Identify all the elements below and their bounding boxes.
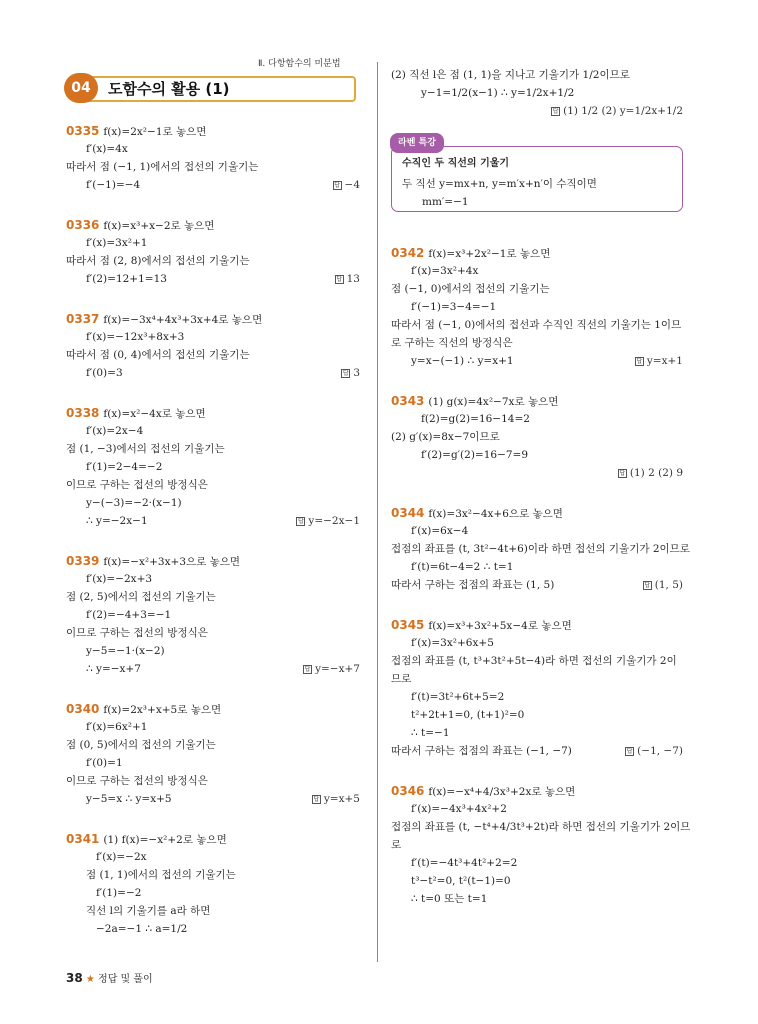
solution-text: f(x)=x³+x−2로 놓으면 <box>103 220 215 232</box>
solution-text: 점 (1, −3)에서의 접선의 기울기는 <box>66 443 225 455</box>
problem-0344 <box>391 504 690 594</box>
solution-line <box>391 872 683 890</box>
solution-line <box>391 504 683 522</box>
solution-line <box>66 790 360 808</box>
solution-line <box>66 754 360 772</box>
solution-text: f′(x)=6x−4 <box>411 525 469 537</box>
solution-line <box>66 346 360 364</box>
solution-line <box>66 902 360 920</box>
solution-text: 접점의 좌표를 (t, −t⁴+4/3t³+2t)라 하면 접선의 기울기가 2이므 <box>391 821 691 833</box>
answer-text: (1, 5) <box>654 579 683 591</box>
special-lecture-box <box>391 138 683 212</box>
page-number: 38 <box>66 971 83 985</box>
solution-text: 이므로 구하는 접선의 방정식은 <box>66 479 208 491</box>
answer <box>296 512 360 530</box>
solution-text: 따라서 점 (2, 8)에서의 접선의 기울기는 <box>66 255 250 267</box>
answer-icon: 답 <box>644 581 651 589</box>
solution-text: f′(0)=3 <box>86 367 123 379</box>
solution-line <box>66 718 360 736</box>
answer <box>312 790 360 808</box>
solution-text: f′(2)=−4+3=−1 <box>86 609 172 621</box>
solution-text: f(x)=2x³+x+5로 놓으면 <box>103 704 222 716</box>
answer-icon: 답 <box>304 665 311 673</box>
solution-line <box>391 706 683 724</box>
solution-line <box>391 522 683 540</box>
solution-text: f(x)=x²−4x로 놓으면 <box>103 408 206 420</box>
answer-icon: 답 <box>636 357 643 365</box>
solution-text: f′(x)=−4x³+4x²+2 <box>411 803 507 815</box>
right-problems <box>391 244 691 908</box>
answer-text: 13 <box>346 273 360 285</box>
solution-line <box>66 494 360 512</box>
solution-text: f′(−1)=3−4=−1 <box>411 301 497 313</box>
solution-text: 직선 l의 기울기를 a라 하면 <box>86 905 211 917</box>
solution-line <box>391 428 683 446</box>
solution-line <box>66 830 360 848</box>
solution-text: f′(x)=4x <box>86 143 128 155</box>
solution-text: 이므로 구하는 접선의 방정식은 <box>66 627 208 639</box>
solution-text: f(x)=2x²−1로 놓으면 <box>103 126 207 138</box>
answer-text: −4 <box>344 179 360 191</box>
problem-number: 0335 <box>66 124 100 138</box>
solution-text: ∴ y=−2x−1 <box>86 515 148 527</box>
solution-text: 따라서 구하는 접점의 좌표는 (1, 5) <box>391 579 555 591</box>
problem-0343 <box>391 392 683 482</box>
answer-icon: 답 <box>336 275 343 283</box>
solution-text: 점 (0, 5)에서의 접선의 기울기는 <box>66 739 216 751</box>
section-banner <box>64 72 356 104</box>
solution-text: f′(x)=6x²+1 <box>86 721 148 733</box>
section-title: 도함수의 활용 (1) <box>108 80 230 98</box>
solution-text: (1) f(x)=−x²+2로 놓으면 <box>103 834 227 846</box>
answer-text: (1) 2 (2) 9 <box>629 467 683 479</box>
answer <box>303 660 360 678</box>
answer-text: y=−x+7 <box>315 663 360 675</box>
answer-text: 3 <box>353 367 360 379</box>
answer <box>625 742 683 760</box>
solution-line <box>391 316 683 334</box>
answer-text: y=−2x−1 <box>308 515 360 527</box>
special-lecture-text: 두 직선 y=mx+n, y=m′x+n′이 수직이면 <box>402 178 597 190</box>
solution-line <box>66 158 360 176</box>
solution-line <box>66 216 360 234</box>
solution-text: f(x)=−3x⁴+4x³+3x+4로 놓으면 <box>103 314 263 326</box>
solution-text: f(x)=x³+3x²+5x−4로 놓으면 <box>428 620 572 632</box>
solution-line <box>391 634 683 652</box>
problem-number: 0344 <box>391 506 425 520</box>
solution-line <box>66 552 360 570</box>
solution-text: 따라서 점 (−1, 0)에서의 접선과 수직인 직선의 기울기는 1이므 <box>391 319 682 331</box>
solution-text: f′(t)=−4t³+4t²+2=2 <box>411 857 518 869</box>
solution-text: f(x)=x³+2x²−1로 놓으면 <box>428 248 551 260</box>
solution-line <box>66 234 360 252</box>
answer <box>335 270 360 288</box>
answer <box>643 576 683 594</box>
solution-text: f′(2)=g′(2)=16−7=9 <box>421 449 529 461</box>
solution-line <box>66 176 360 194</box>
solution-text: y−5=−1·(x−2) <box>86 645 165 657</box>
problem-number: 0340 <box>66 702 100 716</box>
solution-line <box>391 818 691 836</box>
solution-line <box>391 334 683 352</box>
solution-text: t³−t²=0, t²(t−1)=0 <box>411 875 511 887</box>
problem-0336 <box>66 216 360 288</box>
solution-text: f′(t)=6t−4=2 ∴ t=1 <box>411 561 514 573</box>
solution-line <box>66 364 360 382</box>
solution-text: y−5=x ∴ y=x+5 <box>86 793 172 805</box>
solution-text: 따라서 구하는 접점의 좌표는 (−1, −7) <box>391 745 572 757</box>
solution-text: f(2)=g(2)=16−14=2 <box>421 413 530 425</box>
solution-line <box>66 328 360 346</box>
solution-line <box>66 476 360 494</box>
solution-line <box>66 848 360 866</box>
problem-number: 0341 <box>66 832 100 846</box>
solution-text: f′(0)=1 <box>86 757 123 769</box>
solution-line <box>66 736 360 754</box>
solution-line <box>66 570 360 588</box>
solution-line <box>66 660 360 678</box>
special-lecture-formula: mm′=−1 <box>422 196 469 208</box>
problem-0346 <box>391 782 691 908</box>
answer-text: y=x+1 <box>646 355 683 367</box>
solution-line <box>391 576 683 594</box>
solution-line <box>391 262 683 280</box>
answer-text: (1) 1/2 (2) y=1/2x+1/2 <box>563 105 683 117</box>
solution-text: ∴ t=−1 <box>411 727 450 739</box>
solution-text: f′(2)=12+1=13 <box>86 273 167 285</box>
solution-line <box>391 352 683 370</box>
solution-text: 접점의 좌표를 (t, t³+3t²+5t−4)라 하면 접선의 기울기가 2이 <box>391 655 677 667</box>
problem-0337 <box>66 310 360 382</box>
solution-text: ∴ y=−x+7 <box>86 663 141 675</box>
star-icon: ★ <box>85 974 95 985</box>
solution-text: (2) 직선 l은 점 (1, 1)을 지나고 기울기가 1/2이므로 <box>391 69 630 81</box>
solution-line <box>66 310 360 328</box>
solution-line <box>66 458 360 476</box>
solution-line <box>391 102 683 120</box>
problem-0335 <box>66 122 360 194</box>
solution-line <box>391 280 683 298</box>
solution-line <box>391 782 683 800</box>
solution-text: f′(x)=3x²+6x+5 <box>411 637 494 649</box>
solution-text: (1) g(x)=4x²−7x로 놓으면 <box>428 396 559 408</box>
solution-line <box>391 244 683 262</box>
solution-line <box>391 742 683 760</box>
solution-line <box>391 66 683 84</box>
problem-number: 0345 <box>391 618 425 632</box>
solution-line <box>391 558 683 576</box>
solution-line <box>66 404 360 422</box>
solution-text: f′(1)=2−4=−2 <box>86 461 163 473</box>
solution-text: 점 (1, 1)에서의 접선의 기울기는 <box>86 869 236 881</box>
solution-text: f′(−1)=−4 <box>86 179 141 191</box>
solution-text: f′(x)=3x²+4x <box>411 265 479 277</box>
problem-number: 0338 <box>66 406 100 420</box>
chapter-header: Ⅱ. 다항함수의 미분법 <box>258 59 341 69</box>
solution-text: f′(1)=−2 <box>96 887 142 899</box>
section-number: 04 <box>64 73 98 103</box>
solution-line <box>66 884 360 902</box>
solution-text: f′(x)=−2x <box>96 851 147 863</box>
solution-line <box>66 512 360 530</box>
solution-text: 따라서 점 (−1, 1)에서의 접선의 기울기는 <box>66 161 259 173</box>
solution-text: f′(x)=−2x+3 <box>86 573 153 585</box>
problem-0345 <box>391 616 683 760</box>
solution-text: 로 구하는 직선의 방정식은 <box>391 337 513 349</box>
solution-line <box>66 422 360 440</box>
answer-icon: 답 <box>342 369 349 377</box>
solution-line <box>66 700 360 718</box>
problem-number: 0343 <box>391 394 425 408</box>
solution-line <box>66 122 360 140</box>
problem-number: 0342 <box>391 246 425 260</box>
solution-line <box>391 688 683 706</box>
solution-text: 접점의 좌표를 (t, 3t²−4t+6)이라 하면 접선의 기울기가 2이므로 <box>391 543 690 555</box>
page-footer <box>66 970 153 985</box>
solution-line <box>391 670 683 688</box>
answer <box>341 364 360 382</box>
solution-line <box>66 606 360 624</box>
problem-0341 <box>66 830 360 938</box>
answer-icon: 답 <box>626 747 633 755</box>
solution-text: t²+2t+1=0, (t+1)²=0 <box>411 709 525 721</box>
answer-icon: 답 <box>313 795 320 803</box>
solution-line <box>391 800 683 818</box>
solution-line <box>66 140 360 158</box>
solution-text: (2) g′(x)=8x−7이므로 <box>391 431 500 443</box>
answer <box>635 352 683 370</box>
problem-0338 <box>66 404 360 530</box>
solution-text: f′(x)=3x²+1 <box>86 237 148 249</box>
solution-text: f(x)=−x⁴+4/3x³+2x로 놓으면 <box>428 786 576 798</box>
solution-text: 로 <box>391 839 402 851</box>
problem-0341-continued <box>391 66 683 120</box>
answer <box>333 176 360 194</box>
solution-line <box>391 890 683 908</box>
problem-number: 0339 <box>66 554 100 568</box>
problem-number: 0337 <box>66 312 100 326</box>
solution-line <box>391 724 683 742</box>
problem-number: 0336 <box>66 218 100 232</box>
solution-line <box>66 642 360 660</box>
problem-0340 <box>66 700 360 808</box>
solution-text: ∴ t=0 또는 t=1 <box>411 893 488 905</box>
solution-text: y−(−3)=−2·(x−1) <box>86 497 182 509</box>
solution-text: 므로 <box>391 673 412 685</box>
solution-line <box>66 440 360 458</box>
answer <box>618 464 683 482</box>
problem-0342 <box>391 244 683 370</box>
solution-text: f(x)=3x²−4x+6으로 놓으면 <box>428 508 563 520</box>
solution-text: f′(x)=−12x³+8x+3 <box>86 331 185 343</box>
problem-0339 <box>66 552 360 678</box>
answer-text: y=x+5 <box>323 793 360 805</box>
solution-line <box>66 588 360 606</box>
solution-text: y−1=1/2(x−1) ∴ y=1/2x+1/2 <box>421 87 575 99</box>
special-lecture-title: 수직인 두 직선의 기울기 <box>402 158 510 169</box>
solution-line <box>391 298 683 316</box>
left-column <box>66 122 360 960</box>
solution-line <box>391 854 683 872</box>
solution-text: f′(t)=3t²+6t+5=2 <box>411 691 505 703</box>
solution-text: 점 (2, 5)에서의 접선의 기울기는 <box>66 591 216 603</box>
solution-line <box>66 772 360 790</box>
solution-text: −2a=−1 ∴ a=1/2 <box>96 923 188 935</box>
solution-line <box>66 866 360 884</box>
answer-icon: 답 <box>552 107 559 115</box>
solution-line <box>391 464 683 482</box>
answer-icon: 답 <box>334 181 340 189</box>
solution-line <box>391 652 683 670</box>
solution-text: 이므로 구하는 접선의 방정식은 <box>66 775 208 787</box>
column-divider <box>377 62 378 962</box>
solution-line <box>66 252 360 270</box>
answer-icon: 답 <box>619 469 626 477</box>
solution-text: 따라서 점 (0, 4)에서의 접선의 기울기는 <box>66 349 250 361</box>
right-column <box>391 66 691 930</box>
solution-line <box>391 446 683 464</box>
solution-text: f′(x)=2x−4 <box>86 425 144 437</box>
solution-line <box>391 540 690 558</box>
solution-line <box>391 84 683 102</box>
footer-label: 정답 및 풀이 <box>98 974 153 985</box>
solution-text: f(x)=−x²+3x+3으로 놓으면 <box>103 556 241 568</box>
solution-line <box>66 624 360 642</box>
solution-line <box>391 410 683 428</box>
problem-number: 0346 <box>391 784 425 798</box>
solution-line <box>66 270 360 288</box>
solution-line <box>391 616 683 634</box>
answer-text: (−1, −7) <box>637 745 683 757</box>
special-lecture-tag: 라벤 특강 <box>390 133 444 153</box>
answer <box>551 102 683 120</box>
solution-line <box>391 836 683 854</box>
answer-icon: 답 <box>297 517 304 525</box>
solution-line <box>66 920 360 938</box>
solution-line <box>391 392 683 410</box>
solution-text: 점 (−1, 0)에서의 접선의 기울기는 <box>391 283 550 295</box>
solution-text: y=x−(−1) ∴ y=x+1 <box>411 355 514 367</box>
